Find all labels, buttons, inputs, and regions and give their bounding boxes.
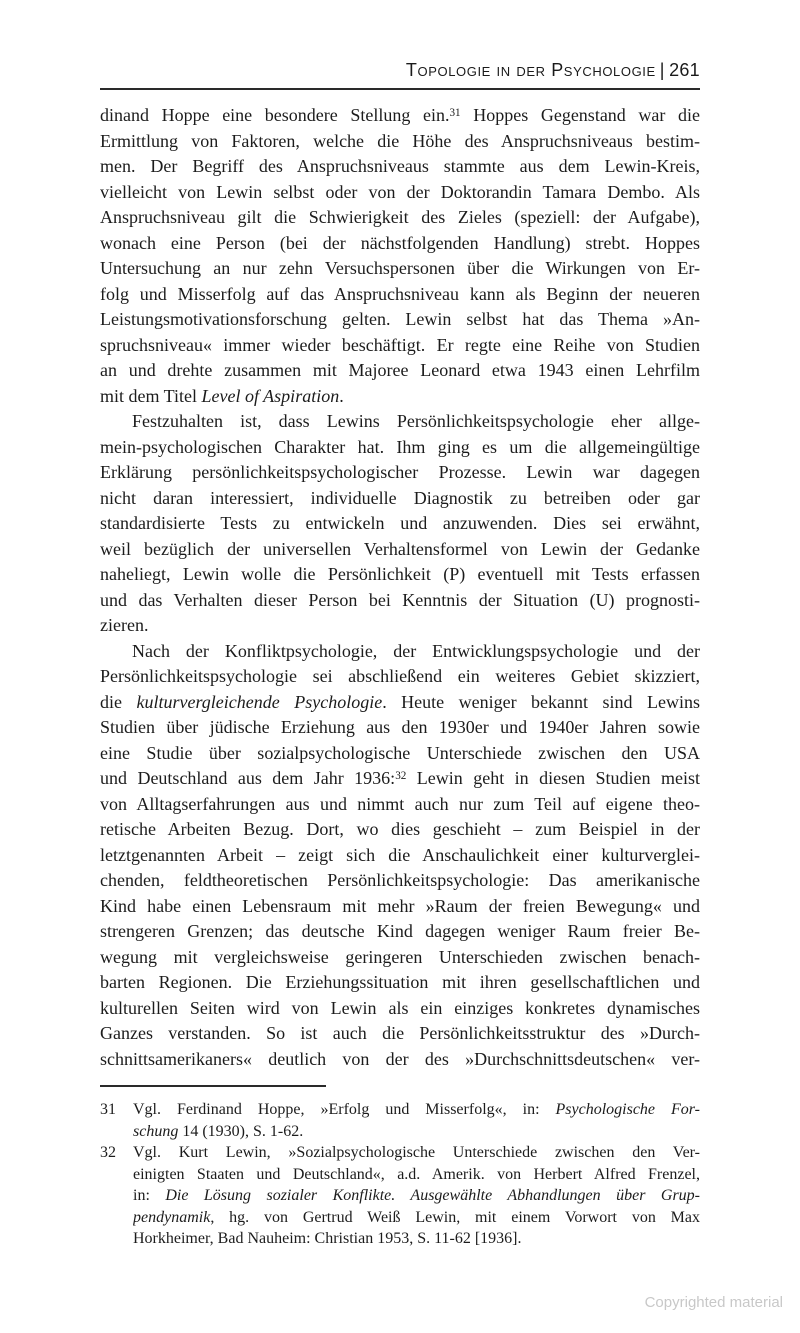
text-line — [100, 358, 700, 384]
footnote-number: 31 — [100, 1101, 116, 1118]
text-segment: 14 (1930), S. 1-62. — [178, 1122, 304, 1140]
text-line — [100, 256, 700, 282]
text-line — [100, 588, 700, 614]
text-segment: chenden, feldtheoretischen Persönlichkeitspsychologie: Das amerikanische — [100, 870, 700, 890]
text-segment: weil bezüglich der universellen Verhaltensformel von Lewin der Gedanke — [100, 538, 700, 559]
text-segment: Horkheimer, Bad Nauheim: Christian 1953, S. 11-62 [1936]. — [133, 1230, 522, 1247]
text-segment: einigten Staaten und Deutschland«, a.d. Amerik. von Herbert Alfred Frenzel, — [133, 1165, 700, 1183]
text-segment: Leistungsmotivationsforschung gelten. Lewin selbst hat das Thema »An- — [100, 309, 700, 329]
text-segment: spruchsniveau« immer wieder beschäftigt. Er regte eine Reihe von Studien — [100, 334, 700, 355]
text-line — [100, 103, 700, 129]
text-segment: schnittsamerikaners« deutlich von der des »Durchschnittsdeutschen« ver- — [100, 1048, 700, 1069]
text-line — [100, 1021, 700, 1047]
text-segment: Ermittlung von Faktoren, welche die Höhe des Anspruchsniveaus bestim- — [100, 130, 700, 151]
text-line — [100, 817, 700, 843]
text-line — [100, 409, 700, 435]
text-line — [100, 868, 700, 894]
text-line — [100, 766, 700, 792]
text-segment: Vgl. Kurt Lewin, »Sozialpsychologische Unterschiede zwischen den Ver- — [133, 1144, 700, 1161]
text-line — [100, 945, 700, 971]
text-line — [100, 282, 700, 308]
text-line — [100, 792, 700, 818]
body-text — [100, 103, 700, 1072]
text-line — [100, 970, 700, 996]
footnote-reference: 32 — [395, 769, 407, 782]
chapter-title: Topologie in der Psychologie — [405, 60, 656, 80]
text-segment: eine Studie über sozialpsychologische Unterschiede zwischen den USA — [100, 742, 700, 763]
text-segment: wegung mit vergleichsweise geringeren Unterschieden zwischen benach- — [100, 946, 700, 967]
footnote-text — [133, 1142, 700, 1250]
italic-text: Level of Aspiration — [201, 385, 340, 406]
text-segment: . Heute weniger bekannt sind Lewins — [382, 691, 700, 712]
text-segment: naheliegt, Lewin wolle die Persönlichkeit (P) eventuell mit Tests erfassen — [100, 564, 700, 584]
text-line — [100, 996, 700, 1022]
text-line — [100, 562, 700, 588]
text-segment: Studien über jüdische Erziehung aus den 1930er und 1940er Jahren sowie — [100, 717, 700, 737]
text-segment: Untersuchung an nur zehn Versuchspersonen über die Wirkungen von Er- — [100, 258, 700, 278]
footnote-text — [133, 1099, 700, 1142]
header-separator: | — [659, 60, 666, 80]
text-line — [100, 129, 700, 155]
text-segment: Persönlichkeitspsychologie sei abschließend ein weiteres Gebiet skizziert, — [100, 666, 700, 686]
italic-text: kulturvergleichende Psychologie — [136, 691, 383, 712]
text-line — [100, 843, 700, 869]
footnote-separator — [100, 1085, 326, 1087]
text-line — [100, 435, 700, 461]
text-line — [100, 205, 700, 231]
text-segment: Erklärung persönlichkeitspsychologischer Prozesse. Lewin war dagegen — [100, 462, 700, 482]
text-line — [100, 613, 700, 639]
text-segment: folg und Misserfolg auf das Anspruchsniveau kann als Beginn der neueren — [100, 283, 700, 304]
footnote-reference: 31 — [449, 106, 461, 119]
text-line — [100, 715, 700, 741]
text-line — [100, 307, 700, 333]
text-line — [100, 741, 700, 767]
running-header — [100, 60, 700, 90]
text-segment: Anspruchsniveau gilt die Schwierigkeit des Zieles (speziell: der Aufgabe), — [100, 207, 700, 227]
footnote-number: 32 — [100, 1144, 116, 1161]
copyright-watermark: Copyrighted material — [644, 1294, 783, 1311]
text-line — [100, 894, 700, 920]
text-segment: men. Der Begriff des Anspruchsniveaus stammte aus dem Lewin-Kreis, — [100, 156, 700, 176]
text-segment: retische Arbeiten Bezug. Dort, wo dies geschieht – zum Beispiel in der — [100, 819, 700, 839]
text-segment: mein-psychologischen Charakter hat. Ihm ging es um die allgemeingültige — [100, 436, 700, 457]
text-line — [100, 664, 700, 690]
text-line — [133, 1185, 700, 1207]
text-segment: in: — [133, 1187, 166, 1204]
text-segment: , hg. von Gertrud Weiß Lewin, mit einem Vorwort von Max — [210, 1208, 700, 1226]
footnote — [100, 1099, 700, 1142]
text-line — [100, 231, 700, 257]
text-segment: Lewin geht in diesen Studien meist — [406, 768, 700, 788]
text-segment: kulturellen Seiten wird von Lewin als ein einziges konkretes dynamisches — [100, 997, 700, 1018]
text-segment: strengeren Grenzen; das deutsche Kind dagegen weniger Raum freier Be- — [100, 921, 700, 941]
text-line — [133, 1164, 700, 1186]
text-segment: und das Verhalten dieser Person bei Kenntnis der Situation (U) prognosti- — [100, 589, 700, 610]
text-segment: standardisierte Tests zu entwickeln und anzuwenden. Dies sei erwähnt, — [100, 513, 700, 533]
text-line — [100, 690, 700, 716]
text-line — [100, 1047, 700, 1073]
text-segment: nicht daran interessiert, individuelle Diagnostik zu betreiben oder gar — [100, 487, 700, 508]
text-line — [100, 537, 700, 563]
text-segment: barten Regionen. Die Erziehungssituation mit ihren gesellschaftlichen und — [100, 972, 700, 992]
text-line — [100, 919, 700, 945]
text-segment: an und drehte zusammen mit Majoree Leonard etwa 1943 einen Lehrfilm — [100, 360, 700, 380]
text-segment: dinand Hoppe eine besondere Stellung ein. — [100, 105, 450, 125]
text-segment: Hoppes Gegenstand war die — [460, 105, 700, 125]
text-segment: letztgenannten Arbeit – zeigt sich die Anschaulichkeit einer kulturverglei- — [100, 844, 700, 865]
text-line — [100, 511, 700, 537]
text-segment: . — [339, 385, 344, 406]
italic-text: Psychologische For- — [555, 1101, 700, 1118]
text-line — [100, 154, 700, 180]
text-segment: Festzuhalten ist, dass Lewins Persönlichkeitspsychologie eher allge- — [132, 411, 700, 431]
text-segment: vielleicht von Lewin selbst oder von der Doktorandin Tamara Dembo. Als — [100, 181, 700, 202]
text-segment: die — [100, 691, 137, 712]
text-line — [133, 1142, 700, 1164]
italic-text: schung — [133, 1122, 179, 1140]
text-segment: mit dem Titel — [100, 385, 202, 406]
page-number: 261 — [669, 60, 700, 80]
text-line — [133, 1228, 700, 1250]
text-segment: von Alltagserfahrungen aus und nimmt auch nur zum Teil auf eigene theo- — [100, 793, 700, 814]
text-line — [100, 333, 700, 359]
text-line — [100, 486, 700, 512]
text-line — [100, 460, 700, 486]
footnote — [100, 1142, 700, 1250]
text-segment: Ganzes verstanden. So ist auch die Persönlichkeitsstruktur des »Durch- — [100, 1023, 700, 1043]
text-segment: Vgl. Ferdinand Hoppe, »Erfolg und Misserfolg«, in: — [133, 1101, 556, 1118]
text-line — [133, 1121, 700, 1143]
text-line — [100, 384, 700, 410]
text-line — [133, 1207, 700, 1229]
text-segment: Nach der Konfliktpsychologie, der Entwicklungspsychologie und der — [132, 640, 700, 661]
italic-text: Die Lösung sozialer Konflikte. Ausgewählte Abhandlungen über Grup- — [165, 1187, 700, 1204]
text-segment: zieren. — [100, 615, 149, 635]
text-line — [100, 639, 700, 665]
footnote-list — [100, 1099, 700, 1250]
text-segment: Kind habe einen Lebensraum mit mehr »Raum der freien Bewegung« und — [100, 895, 700, 916]
italic-text: pendynamik — [133, 1208, 211, 1226]
text-segment: und Deutschland aus dem Jahr 1936: — [100, 768, 396, 788]
text-line — [100, 180, 700, 206]
text-line — [133, 1099, 700, 1121]
text-segment: wonach eine Person (bei der nächstfolgenden Handlung) strebt. Hoppes — [100, 232, 700, 253]
